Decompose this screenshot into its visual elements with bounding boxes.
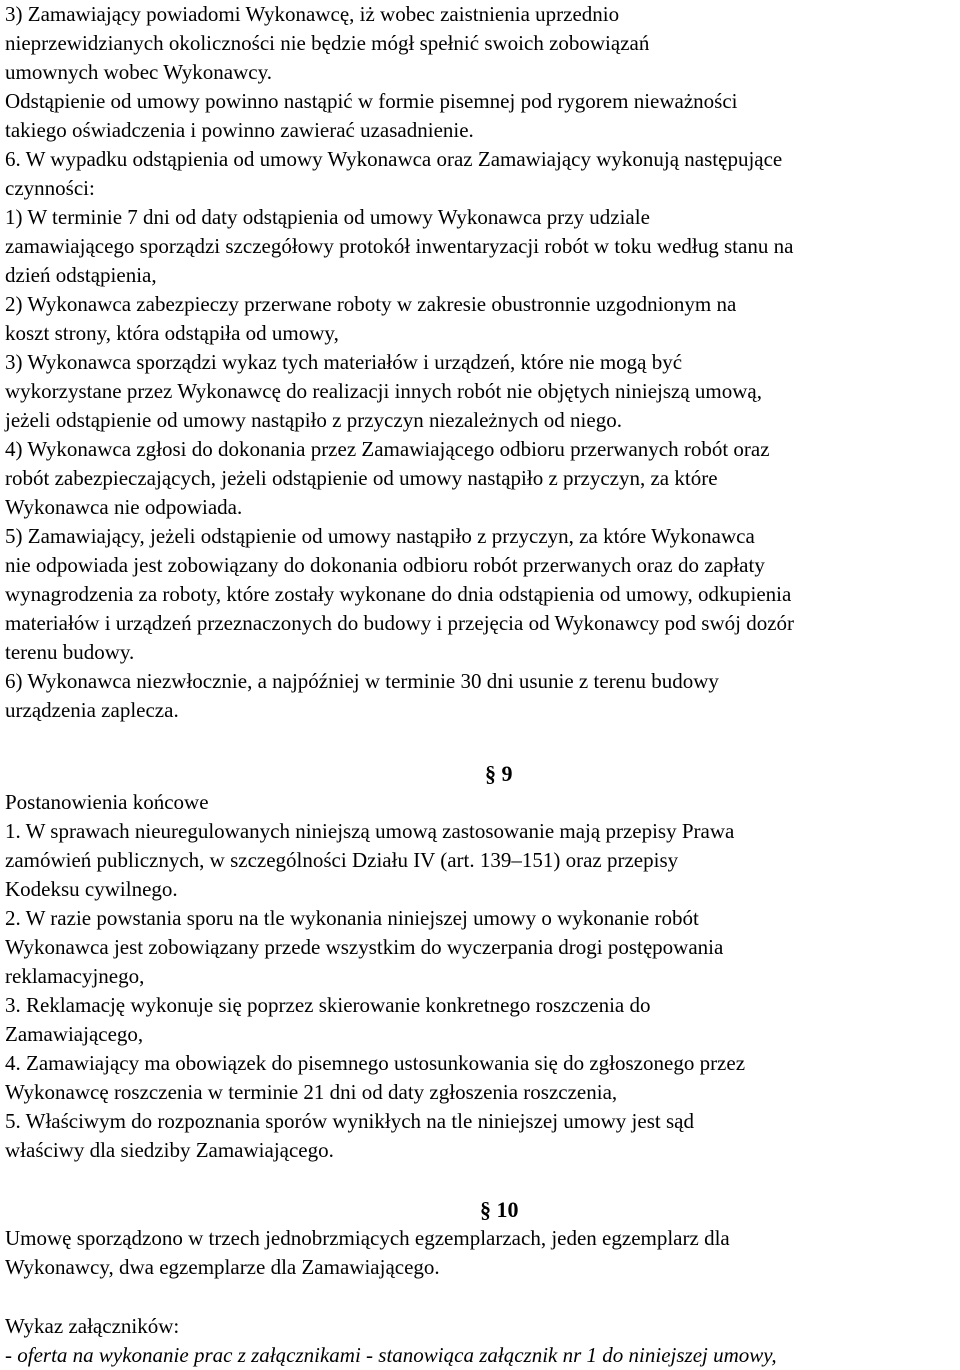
text-line: Zamawiającego, (5, 1022, 144, 1046)
text-line: 2. W razie powstania sporu na tle wykonania niniejszej umowy o wykonanie robót (5, 906, 699, 930)
text-line: materiałów i urządzeń przeznaczonych do budowy i przejęcia od Wykonawcy pod swój dozór (5, 611, 795, 635)
text-line: 6) Wykonawca niezwłocznie, a najpóźniej w terminie 30 dni usunie z terenu budowy (5, 669, 719, 693)
section-heading-9: § 9 (485, 761, 513, 786)
section-title: Postanowienia końcowe (5, 790, 209, 814)
text-line: koszt strony, która odstąpiła od umowy, (5, 321, 339, 345)
text-line: reklamacyjnego, (5, 964, 145, 988)
text-line: właściwy dla siedziby Zamawiającego. (5, 1138, 334, 1162)
text-line: dzień odstąpienia, (5, 263, 157, 287)
text-line: Wykonawca nie odpowiada. (5, 495, 243, 519)
text-line: 4) Wykonawca zgłosi do dokonania przez Zamawiającego odbioru przerwanych robót oraz (5, 437, 770, 461)
text-line: robót zabezpieczających, jeżeli odstąpienie od umowy nastąpiło z przyczyn, za które (5, 466, 718, 490)
text-line: takiego oświadczenia i powinno zawierać uzasadnienie. (5, 118, 474, 142)
text-line: zamówień publicznych, w szczególności Działu IV (art. 139–151) oraz przepisy (5, 848, 679, 872)
attachments-title: Wykaz załączników: (5, 1314, 180, 1338)
text-line: wykorzystane przez Wykonawcę do realizacji innych robót nie objętych niniejszą umową, (5, 379, 762, 403)
text-line: 5. Właściwym do rozpoznania sporów wynikłych na tle niniejszej umowy jest sąd (5, 1109, 694, 1133)
text-line: wynagrodzenia za roboty, które zostały wykonane do dnia odstąpienia od umowy, odkupienia (5, 582, 792, 606)
text-line: nieprzewidzianych okoliczności nie będzie mógł spełnić swoich zobowiązań (5, 31, 650, 55)
text-line: 3) Zamawiający powiadomi Wykonawcę, iż wobec zaistnienia uprzednio (5, 2, 620, 26)
text-line: Wykonawca jest zobowiązany przede wszystkim do wyczerpania drogi postępowania (5, 935, 724, 959)
text-line: Wykonawcę roszczenia w terminie 21 dni od daty zgłoszenia roszczenia, (5, 1080, 618, 1104)
text-line: 3. Reklamację wykonuje się poprzez skierowanie konkretnego roszczenia do (5, 993, 651, 1017)
attachment-item: - oferta na wykonanie prac z załącznikami - stanowiąca załącznik nr 1 do niniejszej umowy, (5, 1343, 777, 1367)
text-line: terenu budowy. (5, 640, 135, 664)
text-line: 4. Zamawiający ma obowiązek do pisemnego ustosunkowania się do zgłoszonego przez (5, 1051, 746, 1075)
text-line: 2) Wykonawca zabezpieczy przerwane roboty w zakresie obustronnie uzgodnionym na (5, 292, 737, 316)
text-line: urządzenia zaplecza. (5, 698, 179, 722)
text-line: jeżeli odstąpienie od umowy nastąpiło z przyczyn niezależnych od niego. (5, 408, 622, 432)
section-heading-10: § 10 (480, 1197, 519, 1222)
text-line: Odstąpienie od umowy powinno nastąpić w formie pisemnej pod rygorem nieważności (5, 89, 738, 113)
text-line: Wykonawcy, dwa egzemplarze dla Zamawiającego. (5, 1255, 440, 1279)
text-line: 5) Zamawiający, jeżeli odstąpienie od umowy nastąpiło z przyczyn, za które Wykonawca (5, 524, 755, 548)
text-line: 1. W sprawach nieuregulowanych niniejszą umową zastosowanie mają przepisy Prawa (5, 819, 735, 843)
text-line: 1) W terminie 7 dni od daty odstąpienia od umowy Wykonawca przy udziale (5, 205, 650, 229)
text-line: umownych wobec Wykonawcy. (5, 60, 273, 84)
text-line: 3) Wykonawca sporządzi wykaz tych materiałów i urządzeń, które nie mogą być (5, 350, 683, 374)
text-line: czynności: (5, 176, 95, 200)
text-line: zamawiającego sporządzi szczegółowy protokół inwentaryzacji robót w toku według stanu na (5, 234, 794, 258)
text-line: nie odpowiada jest zobowiązany do dokonania odbioru robót przerwanych oraz do zapłaty (5, 553, 765, 577)
text-line: Kodeksu cywilnego. (5, 877, 178, 901)
text-line: Umowę sporządzono w trzech jednobrzmiących egzemplarzach, jeden egzemplarz dla (5, 1226, 730, 1250)
text-line: 6. W wypadku odstąpienia od umowy Wykonawca oraz Zamawiający wykonują następujące (5, 147, 783, 171)
